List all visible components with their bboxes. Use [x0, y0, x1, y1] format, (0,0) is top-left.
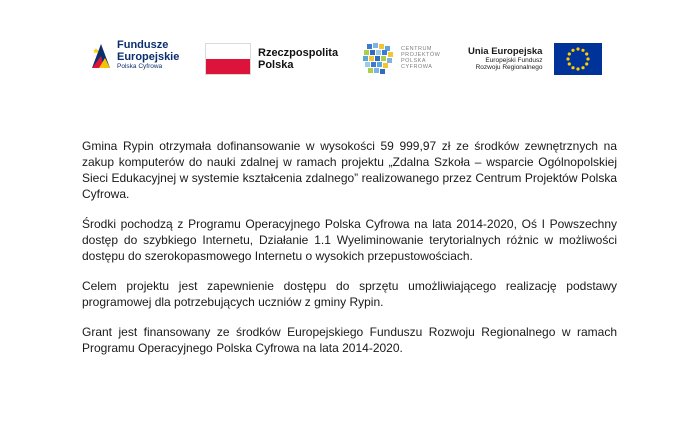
announcement-body: [82, 138, 617, 370]
fundusze-line1: Fundusze: [117, 39, 169, 51]
cpp-line3: POLSKA: [401, 58, 427, 64]
centrum-projektow-logo: [361, 42, 440, 76]
logo-bar: [0, 0, 700, 110]
cpp-line2: PROJEKTÓW: [401, 52, 441, 59]
ue-line1: Unia Europejska: [468, 45, 543, 57]
ue-line2: Europejski Fundusz: [485, 57, 543, 65]
fundusze-europejskie-logo: [90, 40, 179, 71]
paragraph-goal: Celem projektu jest zapewnienie dostępu do sprzętu umożliwiającego realizację podstawy programowej dla potrzebujących uczniów z gminy Rypin.: [82, 279, 617, 309]
unia-europejska-logo: [468, 43, 602, 75]
ue-line3: Rozwoju Regionalnego: [475, 64, 543, 72]
cpp-line1: CENTRUM: [401, 46, 432, 53]
rzeczpospolita-text: [258, 47, 338, 71]
fundusze-line2: Europejskie: [117, 50, 180, 63]
eu-flag-icon: [554, 43, 602, 75]
fundusze-europejskie-icon: [90, 40, 112, 70]
ue-text: [468, 47, 542, 72]
fundusze-line3: Polska Cyfrowa: [117, 63, 163, 71]
rzeczpospolita-line2: Polska: [258, 59, 294, 71]
rzeczpospolita-logo: [205, 43, 338, 75]
paragraph-grant: Grant jest finansowany ze środków Europejskiego Funduszu Rozwoju Regionalnego w ramach Programu Operacyjnego Polska Cyfrowa na lata 2014-2020.: [82, 325, 617, 355]
poland-flag-icon: [205, 43, 251, 75]
paragraph-source: Środki pochodzą z Programu Operacyjnego Polska Cyfrowa na lata 2014-2020, Oś I Powszechny dostęp do szybkiego Internetu, Działanie 1.1 Wyeliminowanie terytorialnych różnic w możliwości dostępu do szerokopasmowego Internetu o wysokich przepustowościach.: [82, 217, 617, 263]
cpp-text: [401, 47, 440, 70]
cpp-line4: CYFROWA: [401, 63, 433, 70]
paragraph-funding: Gmina Rypin otrzymała dofinansowanie w wysokości 59 999,97 zł ze środków zewnętrznych na zakup komputerów do nauki zdalnej w ramach projektu „Zdalna Szkoła – wsparcie Ogólnopolskiej Sieci Edukacyjnej w systemie kształcenia zdalnego” realizowanego przez Centrum Projektów Polska Cyfrowa.: [82, 139, 617, 201]
rzeczpospolita-line1: Rzeczpospolita: [258, 46, 339, 59]
cpp-mosaic-icon: [361, 42, 395, 76]
fundusze-text: [117, 40, 179, 71]
